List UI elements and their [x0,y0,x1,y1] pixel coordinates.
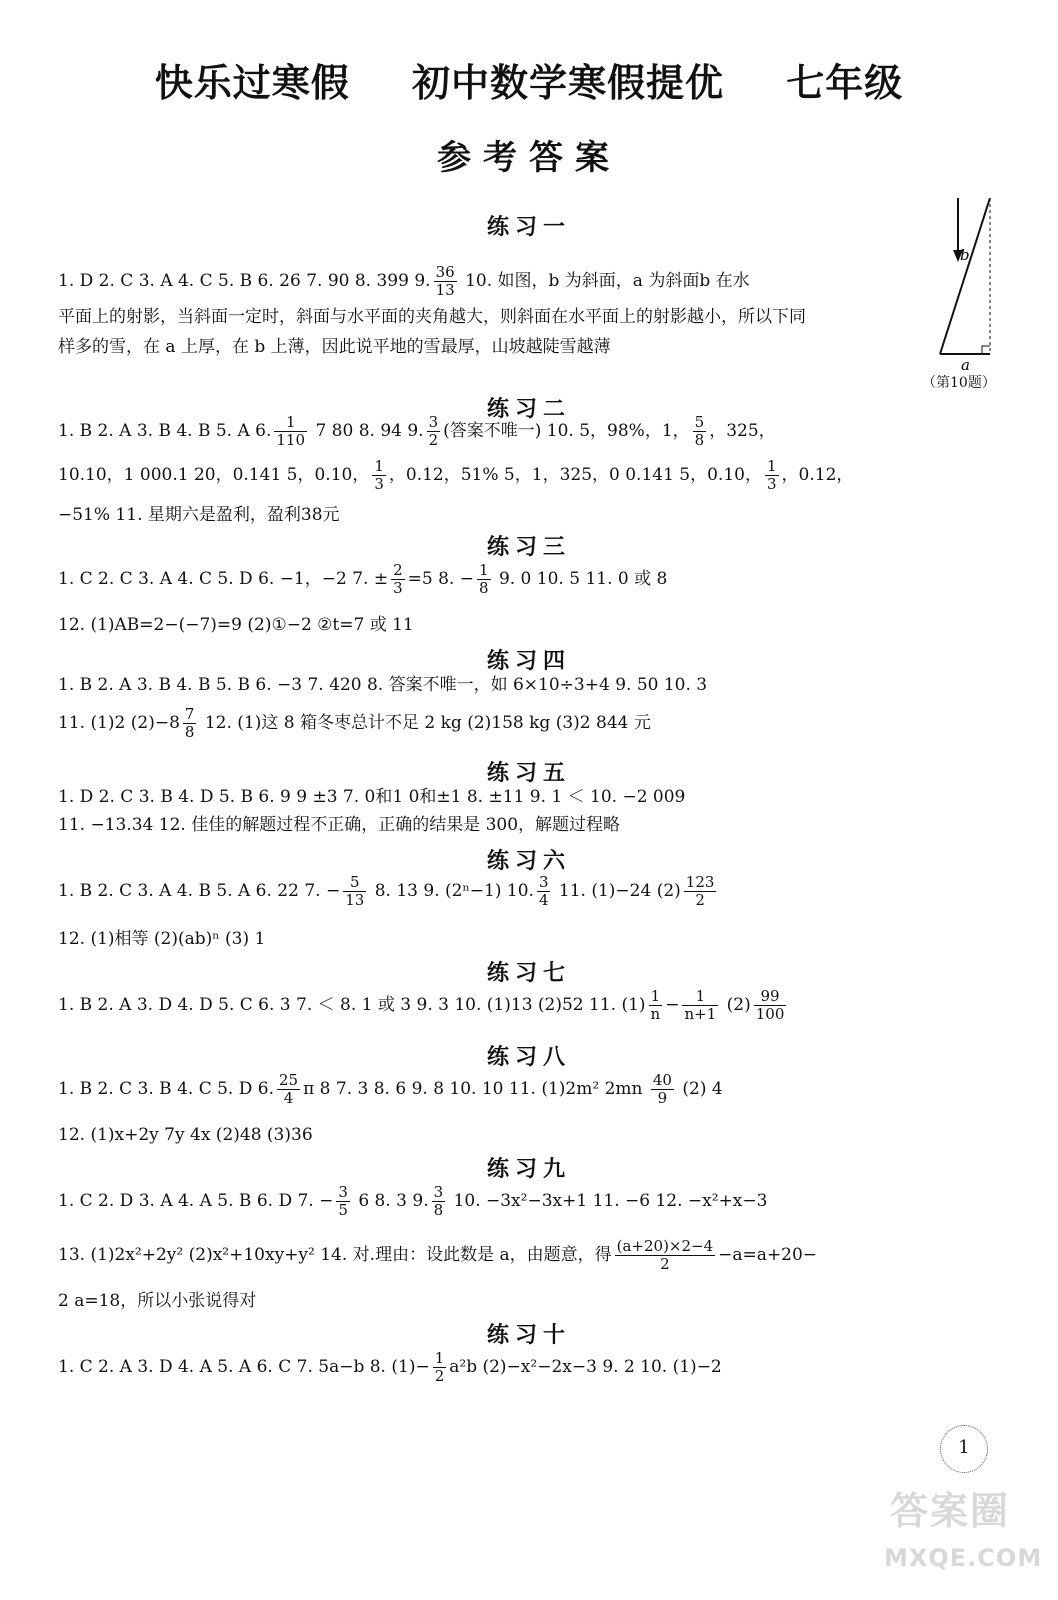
page-title [0,52,1058,107]
title-part-2: 初中数学寒假提优 [411,60,724,105]
answer-line-9-1: 1. C 2. D 3. A 4. A 5. B 6. D 7. − $\frac{3}{5}$ 6 8. 3 9. $\frac{3}{8}$ 10. −3x²−3x+1 11. −6 12. −x²+x−3 [58,1183,768,1219]
answer-line-2-3: −51% 11. 星期六是盈利，盈利38元 [58,505,340,525]
answer-line-3-1: 1. C 2. C 3. A 4. C 5. D 6. −1，−2 7. ± $\frac{2}{3}$ =5 8. − $\frac{1}{8}$ 9. 0 10. 5 11. 0 或 8 [58,561,668,597]
answer-line-1-2: 平面上的射影，当斜面一定时，斜面与水平面的夹角越大，则斜面在水平面上的射影越小，所以下同 [58,307,806,327]
answer-line-8-2: 12. (1)x+2y 7y 4x (2)48 (3)36 [58,1125,313,1145]
answer-line-1-3: 样多的雪，在 a 上厚，在 b 上薄，因此说平地的雪最厚，山坡越陡雪越薄 [58,337,611,357]
section-title-7: 练习七 [486,960,571,986]
section-title-2: 练习二 [486,396,571,422]
section-title-8: 练习八 [486,1044,571,1070]
answer-line-2-2: 10.10，1 000.1 20，0.141 5，0.10， $\frac{1}{3}$ ，0.12，51% 5，1，325，0 0.141 5，0.10， $\frac{1}{3}$ ，0.12， [58,457,854,493]
section-title-6: 练习六 [486,848,571,874]
answer-line-4-2: 11. (1)2 (2)−8 $\frac{7}{8}$ 12. (1)这 8 箱冬枣总计不足 2 kg (2)158 kg (3)2 844 元 [58,705,651,741]
watermark-text: 答案圈 [890,1489,1011,1533]
title-part-3: 七年级 [786,60,904,105]
watermark-url: MXQE.COM [884,1544,1043,1572]
answer-line-2-1: 1. B 2. A 3. B 4. B 5. A 6. $\frac{1}{110}$ 7 80 8. 94 9. $\frac{3}{2}$ (答案不唯一) 10. 5，98%，1， $\frac{5}{8}$ ，325， [58,413,776,449]
label-b: b [960,246,970,264]
answer-line-5-1: 1. D 2. C 3. B 4. D 5. B 6. 9 9 ±3 7. 0和1 0和±1 8. ±11 9. 1 ＜ 10. −2 009 [58,787,686,807]
answer-line-8-1: 1. B 2. C 3. B 4. C 5. D 6. $\frac{25}{4}$ π 8 7. 3 8. 6 9. 8 10. 10 11. (1)2m² 2mn $\frac{40}{9}$ (2) 4 [58,1071,723,1107]
page-subtitle: 参考答案 [437,138,621,178]
answer-line-3-2: 12. (1)AB=2−(−7)=9 (2)①−2 ②t=7 或 11 [58,615,414,635]
answer-line-9-3: 2 a=18，所以小张说得对 [58,1291,257,1311]
section-title-3: 练习三 [486,534,571,560]
figure-caption: （第10题） [922,375,996,391]
watermark-logo [870,1480,1043,1590]
answer-line-10-1: 1. C 2. A 3. D 4. A 5. A 6. C 7. 5a−b 8. (1)− $\frac{1}{2}$ a²b (2)−x²−2x−3 9. 2 10. (1)−2 [58,1349,722,1385]
section-title-1: 练习一 [486,214,571,240]
page-number: 1 [940,1425,988,1473]
section-title-10: 练习十 [486,1322,571,1348]
answer-line-4-1: 1. B 2. A 3. B 4. B 5. B 6. −3 7. 420 8. 答案不唯一，如 6×10÷3+4 9. 50 10. 3 [58,675,708,695]
section-title-5: 练习五 [486,760,571,786]
label-a: a [961,356,970,374]
answer-line-6-1: 1. B 2. C 3. A 4. B 5. A 6. 22 7. − $\frac{5}{13}$ 8. 13 9. (2ⁿ−1) 10. $\frac{3}{4}$ 11. (1)−24 (2) $\frac{123}{2}$ [58,873,715,909]
answer-line-9-2: 13. (1)2x²+2y² (2)x²+10xy+y² 14. 对.理由：设此数是 a，由题意，得 $\frac{(a+20)\times 2-4}{2}$ −a=a+20− [58,1237,818,1273]
answer-line-7-1: 1. B 2. A 3. D 4. D 5. C 6. 3 7. ＜ 8. 1 或 3 9. 3 10. (1)13 (2)52 11. (1) $\frac{1}{n}$ − $\frac{1}{n+1}$ (2) $\frac{99}{100}$ [58,987,785,1023]
section-title-9: 练习九 [486,1156,571,1182]
right-angle-mark [982,346,990,354]
section-title-4: 练习四 [486,648,571,674]
answer-line-1-1: 1. D 2. C 3. A 4. C 5. B 6. 26 7. 90 8. 399 9. $\frac{36}{13}$ 10. 如图，b 为斜面，a 为斜面b 在水 [58,263,750,299]
answer-line-6-2: 12. (1)相等 (2)(ab)ⁿ (3) 1 [58,929,266,949]
answer-line-5-2: 11. −13.34 12. 佳佳的解题过程不正确，正确的结果是 300，解题过程略 [58,815,621,835]
title-part-1: 快乐过寒假 [154,60,350,105]
